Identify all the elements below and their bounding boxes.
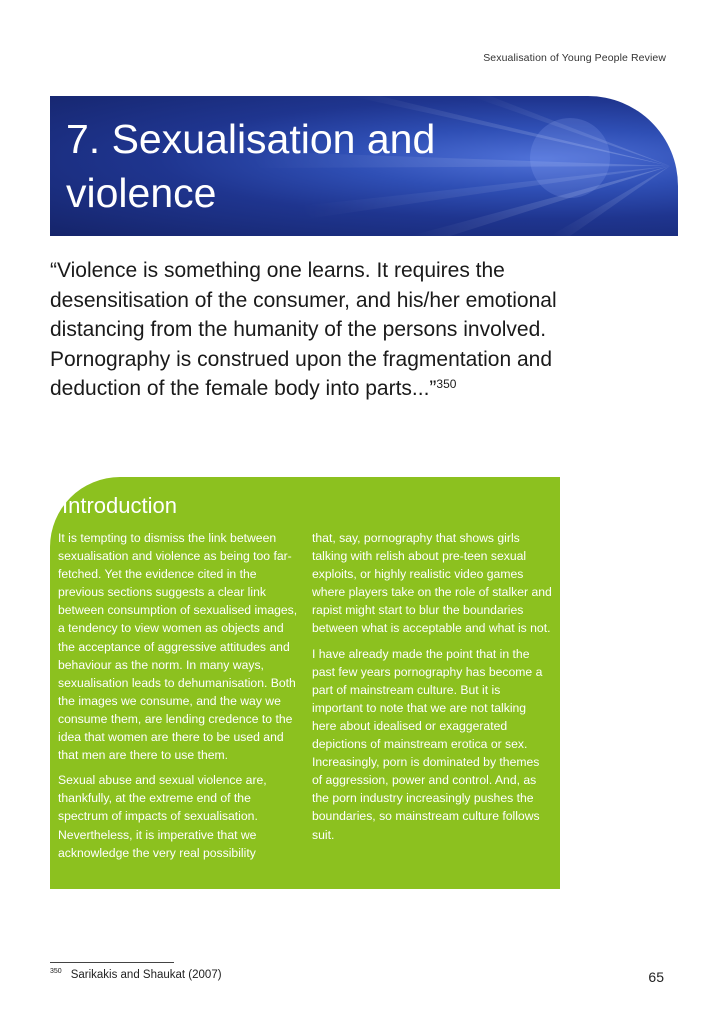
quote-footnote-ref: 350 [436,377,457,392]
paragraph: It is tempting to dismiss the link between sexualisation and violence as being too far-fetched. Yet the evidence cited in the previous sections suggests a clear link between consumption of sexualised images, a tendency to view women as objects and the acceptance of aggressive attitudes and behaviour as the norm. In many ways, sexualisation leads to dehumanisation. Both the images we consume, and the way we consume them, are lending credence to the idea that women are there to be used and that men are there to use them. [58,531,298,763]
footnote-number: 350 [50,968,62,975]
right-column [312,529,552,851]
page-number: 65 [648,969,664,985]
introduction-heading: Introduction [62,493,177,518]
introduction-panel [50,477,560,889]
epigraph-quote [50,256,570,404]
footnote [50,968,222,981]
paragraph: Sexual abuse and sexual violence are, thankfully, at the extreme end of the spectrum of impacts of sexualisation. Nevertheless, it is imperative that we acknowledge the very real possibility [58,773,267,860]
paragraph: that, say, pornography that shows girls talking with relish about pre-teen sexual exploits, or highly realistic video games where players take on the role of stalker and rapist might start to blur the boundaries between what is acceptable and what is not. [312,531,552,636]
paragraph: I have already made the point that in the past few years pornography has become a part of mainstream culture. But it is important to note that we are not talking here about idealised or exaggerated depictions of mainstream erotica or sex. Increasingly, porn is dominated by themes of aggression, power and control. And, as the porn industry increasingly pushes the boundaries, so mainstream culture follows suit. [312,646,543,842]
running-header: Sexualisation of Young People Review [483,52,666,64]
chapter-banner [50,96,678,236]
footnote-text: Sarikakis and Shaukat (2007) [70,969,222,981]
left-column [58,529,298,869]
chapter-title: 7. Sexualisation and violence [66,116,436,216]
quote-text: “Violence is something one learns. It requires the desensitisation of the consumer, and his/her emotional distancing from the humanity of the persons involved. Pornography is construed upon the fragmentation and deduction of the female body into parts...” [50,259,557,401]
footnote-divider [50,962,174,963]
